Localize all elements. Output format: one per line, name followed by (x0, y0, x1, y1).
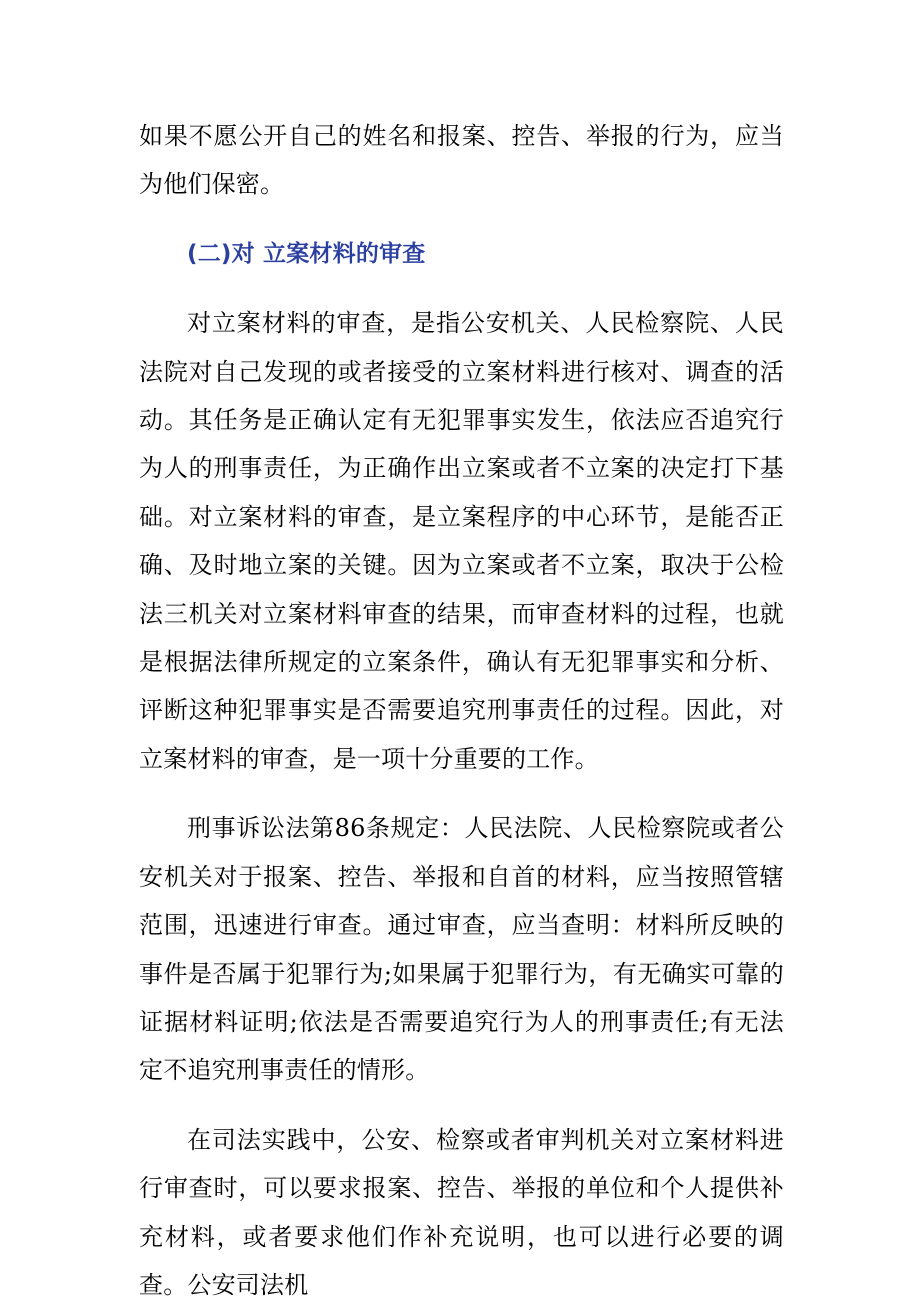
document-body (139, 112, 784, 1309)
paragraph-judicial-practice: 在司法实践中，公安、检察或者审判机关对立案材料进行审查时，可以要求报案、控告、举报的单位和个人提供补充材料，或者要求他们作补充说明，也可以进行必要的调查。公安司法机 (139, 1125, 784, 1299)
paragraph-article-86: 刑事诉讼法第86条规定：人民法院、人民检察院或者公安机关对于报案、控告、举报和自首的材料，应当按照管辖范围，迅速进行审查。通过审查，应当查明：材料所反映的事件是否属于犯罪行为;如果属于犯罪行为，有无确实可靠的证据材料证明;依法是否需要追究行为人的刑事责任;有无法定不追究刑事责任的情形。 (139, 814, 784, 1085)
paragraph-review-definition: 对立案材料的审查，是指公安机关、人民检察院、人民法院对自己发现的或者接受的立案材料进行核对、调查的活动。其任务是正确认定有无犯罪事实发生，依法应否追究行为人的刑事责任，为正确作出立案或者不立案的决定打下基础。对立案材料的审查，是立案程序的中心环节，是能否正确、及时地立案的关键。因为立案或者不立案，取决于公检法三机关对立案材料审查的结果，而审查材料的过程，也就是根据法律所规定的立案条件，确认有无犯罪事实和分析、评断这种犯罪事实是否需要追究刑事责任的过程。因此，对立案材料的审查，是一项十分重要的工作。 (139, 309, 784, 773)
section-heading: (二)对 立案材料的审查 (187, 240, 426, 267)
paragraph-confidentiality: 如果不愿公开自己的姓名和报案、控告、举报的行为，应当为他们保密。 (139, 122, 784, 199)
